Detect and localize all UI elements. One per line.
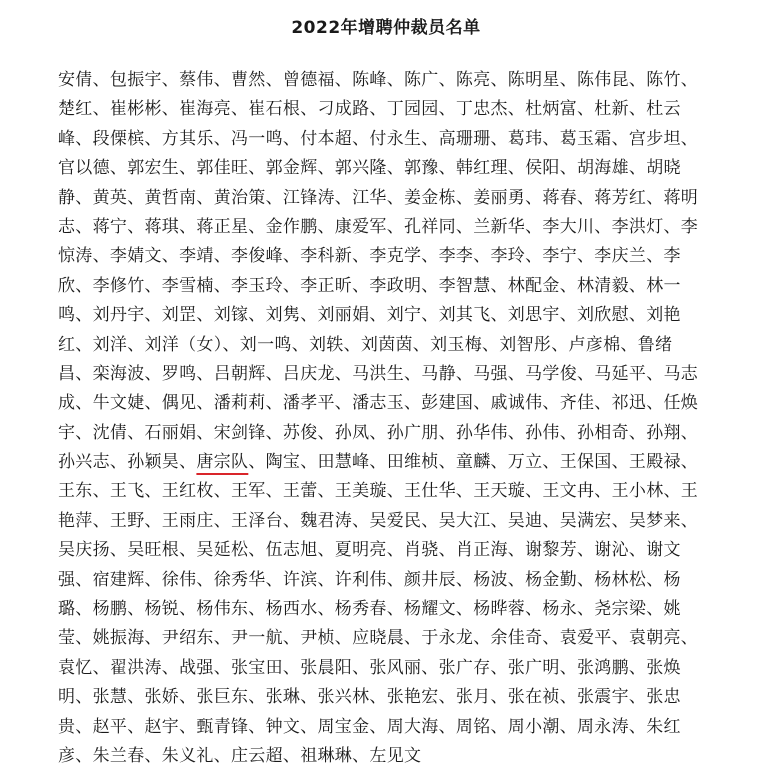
name-line: 志、蒋宁、蒋琪、蒋正星、金作鹏、康爱军、孔祥同、兰新华、李大川、李洪灯、李 [58,216,699,237]
name-line: 贵、赵平、赵宇、甄青锋、钟文、周宝金、周大海、周铭、周小潮、周永涛、朱红 [58,716,681,737]
name-line: 莹、姚振海、尹绍东、尹一航、尹桢、应晓晨、于永龙、余佳奇、袁爱平、袁朝亮、 [58,628,699,649]
name-line: 鸣、刘丹宇、刘罡、刘镓、刘隽、刘丽娟、刘宁、刘其飞、刘思宇、刘欣慰、刘艳 [58,305,681,326]
name-line: 成、牛文婕、偶见、潘莉莉、潘孝平、潘志玉、彭建国、戚诚伟、齐佳、祁迅、任焕 [58,393,699,414]
name-line: 强、宿建辉、徐伟、徐秀华、许滨、许利伟、颜井辰、杨波、杨金勤、杨林松、杨 [58,569,681,590]
name-line: 艳萍、王野、王雨庄、王泽台、魏君涛、吴爱民、吴大江、吴迪、吴满宏、吴梦来、 [58,510,699,531]
name-line: 官以德、郭宏生、郭佳旺、郭金辉、郭兴隆、郭豫、韩红理、侯阳、胡海雄、胡晓 [58,158,681,179]
name-line: 彦、朱兰春、朱义礼、庄云超、祖琳琳、左见文 [58,745,422,766]
name-line: 静、黄英、黄哲南、黄治策、江锋涛、江华、姜金栋、姜丽勇、蒋春、蒋芳红、蒋明 [58,187,699,208]
name-line: 王东、王飞、王红枚、王军、王蕾、王美璇、王仕华、王天璇、王文冉、王小林、王 [58,481,699,502]
name-line: 惊涛、李婧文、李靖、李俊峰、李科新、李克学、李李、李玲、李宁、李庆兰、李 [58,246,681,267]
name-line: 红、刘洋、刘洋（女）、刘一鸣、刘轶、刘茵茵、刘玉梅、刘智彤、卢彦棉、鲁绪 [58,334,673,355]
underlined-name: 唐宗队 [196,452,249,473]
name-segment: 、陶宝、田慧峰、田维桢、童麟、万立、王保国、王殿禄、 [248,452,699,473]
name-line-highlighted [58,448,748,477]
name-line: 楚红、崔彬彬、崔海亮、崔石根、刁成路、丁园园、丁忠杰、杜炳富、杜新、杜云 [58,99,681,120]
arbitrator-name-list [58,66,748,771]
name-line: 袁忆、翟洪涛、战强、张宝田、张晨阳、张风丽、张广存、张广明、张鸿鹏、张焕 [58,657,681,678]
name-line: 欣、李修竹、李雪楠、李玉玲、李正昕、李政明、李智慧、林配金、林清毅、林一 [58,275,681,296]
name-line: 宇、沈倩、石丽娟、宋剑锋、苏俊、孙凤、孙广朋、孙华伟、孙伟、孙相奇、孙翔、 [58,422,699,443]
document-title: 2022年增聘仲裁员名单 [291,18,481,38]
name-line: 昌、栾海波、罗鸣、吕朝辉、吕庆龙、马洪生、马静、马强、马学俊、马延平、马志 [58,363,699,384]
name-line: 明、张慧、张娇、张巨东、张琳、张兴林、张艳宏、张月、张在祯、张震宇、张忠 [58,687,681,708]
name-segment: 孙兴志、孙颖昊、 [58,452,197,473]
name-line: 安倩、包振宇、蔡伟、曹然、曾德福、陈峰、陈广、陈亮、陈明星、陈伟昆、陈竹、 [58,70,699,90]
name-line: 璐、杨鹏、杨锐、杨伟东、杨西水、杨秀春、杨耀文、杨晔蓉、杨永、尧宗梁、姚 [58,599,681,620]
name-line: 吴庆扬、吴旺根、吴延松、伍志旭、夏明亮、肖骁、肖正海、谢黎芳、谢沁、谢文 [58,540,681,561]
name-line: 峰、段傈槟、方其乐、冯一鸣、付本超、付永生、高珊珊、葛玮、葛玉霜、宫步坦、 [58,128,699,149]
